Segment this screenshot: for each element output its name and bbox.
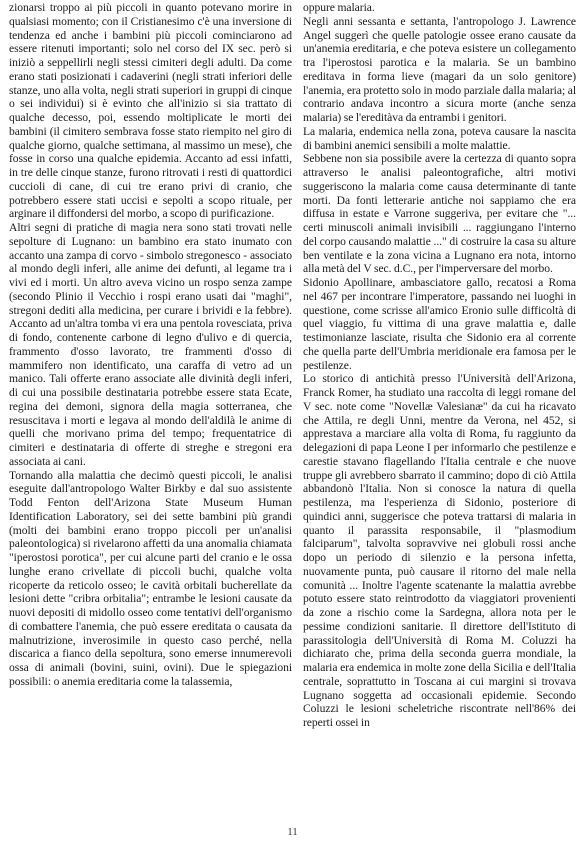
paragraph: Sebbene non sia possibile avere la certezza di quanto sopra attraverso le analisi paleontografiche, altri motivi suggeriscono la malaria come causa determinante di tante morti. Da fonti letterarie antiche noi sappiamo che era diffusa in estate e Varrone suggeriva, per evitare che "... certi minuscoli animali invisibili ... raggiungano l'interno del corpo causando malattie ..." di costruire la casa su alture ben ventilate e la zona vicina a Lugnano era nota, intorno alla metà del V sec. d.C., per l'imperversare del morbo. [303,152,576,276]
paragraph: Tornando alla malattia che decimò questi piccoli, le analisi eseguite dall'antropologo Walter Birkby e dal suo assistente Todd Fenton dell'Arizona State Museum Human Identification Laboratory, sei dei sette bambini più grandi (molti dei bambini erano troppo piccoli per un'analisi paleontologica) si rivelarono affetti da una anomalia chiamata "iperostosi porotica", per cui alcune parti del cranio e le ossa lunghe erano crivellate di piccoli buchi, qualche volta ricoperte da reticolo osseo; le cavità orbitali bucherellate da lesioni dette "cribra orbitalia"; entrambe le lesioni causate da nuovi depositi di midollo osseo come tentativi dell'organismo di combattere l'anemia, che può essere ereditata o causata da malnutrizione, inverosimile in questo caso perché, nella discarica a fianco della sepoltura, sono emerse innumerevoli ossa di animali (bovini, suini, ovini). Due le spiegazioni possibili: o anemia ereditaria come la talassemia, [9,468,292,688]
paragraph: La malaria, endemica nella zona, poteva causare la nascita di bambini anemici sensibili a molte malattie. [303,124,576,152]
paragraph: Lo storico di antichità presso l'Università dell'Arizona, Franck Romer, ha studiato una raccolta di leggi romane del V sec. note come "Novellæ Valesianæ" da cui ha ricavato che Attila, re degli Unni, mentre da Verona, nel 452, si apprestava a marciare alla volta di Roma, fu raggiunto da delegazioni di papa Leone I per informarlo che pestilenze e carestie stavano flagellando l'Italia centrale e che nuove truppe gli avrebbero sbarrato il cammino; dopo di ciò Attila abbandonò l'Italia. Non si conosce la natura di quella pestilenza, ma l'esperienza di Sidonio, posteriore di quindici anni, suggerisce che poteva trattarsi di malaria in quanto il parassita responsabile, il "plasmodium falciparum", talvolta sopravvive nei globuli rossi anche dopo un periodo di silenzio e la persona infetta, nuovamente punta, può causare il ritorno del male nella comunità ... Inoltre l'agente scatenante la malattia avrebbe potuto essere stato reintrodotto da viaggiatori provenienti da zone a rischio come la Sardegna, allora nota per le pessime condizioni sanitarie. Il direttore dell'Istituto di parassitologia dell'Università di Roma M. Coluzzi ha dichiarato che, prima della seconda guerra mondiale, la malaria era endemica in molte zone della Sicilia e dell'Italia centrale, soprattutto in Toscana ai cui margini si trovava Lugnano soggetta ad occasionali epidemie. Secondo Coluzzi le lesioni scheletriche riscontrate nell'86% dei reperti ossei in [303,372,576,729]
page-number: 11 [287,826,298,838]
left-text-column [9,1,292,823]
paragraph: Negli anni sessanta e settanta, l'antropologo J. Lawrence Angel suggerì che quelle patologie ossee erano causate da un'anemia ereditaria, e che poteva esistere un collegamento tra l'iperostosi parotica e la malaria. Se un bambino ereditava in forma lieve (magari da un solo genitore) l'anemia, era protetto solo in modo parziale dalla malaria; al contrario andava incontro a sicura morte (anche senza malaria) se l'ereditàva da entrambi i genitori. [303,14,576,124]
paragraph: Sidonio Apollinare, ambasciatore gallo, recatosi a Roma nel 467 per incontrare l'imperatore, passando nei luoghi in questione, come scrisse all'amico Eronio sulle difficoltà di quel viaggio, fu vittima di una grave malattia e, dalle testimonianze lasciate, risulta che Sidonio era al corrente che quella parte dell'Umbria meridionale era famosa per le pestilenze. [303,276,576,372]
paragraph: zionarsi troppo ai più piccoli in quanto potevano morire in qualsiasi momento; con il Cristianesimo c'è una inversione di tendenza ed anche i bambini più piccoli cominciarono ad essere ritenuti importanti; solo nel corso del IX sec. però si iniziò a seppellirli negli stessi cimiteri degli adulti. Da come erano stati posizionati i cadaverini (negli strati inferiori delle stanze, uno alla volta, negli strati superiori in gruppi di cinque o sei individui) si è evinto che all'inizio si sia trattato di qualche decesso, poi, essendo moltiplicate le morti dei bambini (il cimitero sembrava fosse stato riempito nel giro di qualche giorno, qualche settimana, al massimo un mese), che fosse in corso una qualche epidemia. Accanto ad essi infatti, in tre delle cinque stanze, furono ritrovati i resti di quattordici cuccioli di cane, di cui tre erano privi di cranio, che potrebbero essere stati uccisi e sepolti a scopo rituale, per arginare il diffondersi del morbo, a scopo di purificazione. [9,1,292,221]
paragraph: Altri segni di pratiche di magia nera sono stati trovati nelle sepolture di Lugnano: un bambino era stato inumato con accanto una zampa di corvo - simbolo stregonesco - associato al mondo degli inferi, alle anime dei defunti, al legame tra i vivi ed i morti. Un altro aveva vicino un rospo senza zampe (secondo Plinio il Vecchio i rospi erano usati dai "maghi", stregoni dediti alla medicina, per curare i brividi e la febbre). Accanto ad un'altra tomba vi era una pentola rovesciata, priva di fondo, contenente carbone di legno d'ulivo e di quercia, frammento d'osso lavorato, tre frammenti d'osso di mammifero non identificato, una caraffa di vetro ad un manico. Tali offerte erano associate alle divinità degli inferi, di cui una possibile destinataria potrebbe essere stata Ecate, regina dei demoni, signora della magia sotterranea, che resuscitava i morti e legava al mondo dell'aldilà le anime di quelli che morivano prima del tempo; frequentatrice di cimiteri e destinataria di offerte di streghe e stregoni era associata ai cani. [9,221,292,468]
paragraph: oppure malaria. [303,1,375,14]
right-text-column [303,1,576,823]
